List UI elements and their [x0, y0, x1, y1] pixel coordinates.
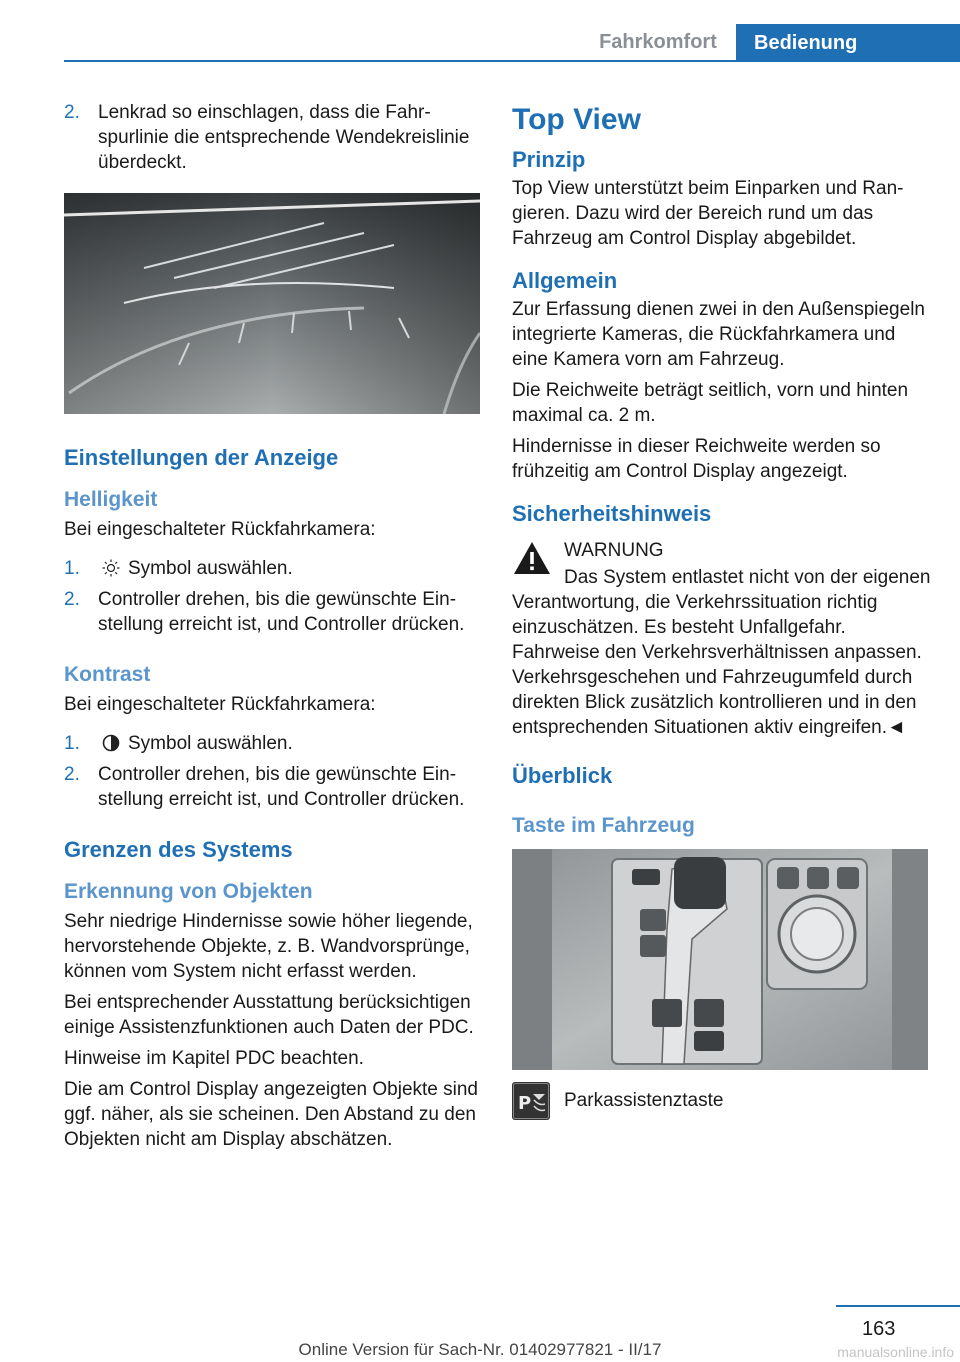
header-rule	[64, 60, 960, 62]
list-number: 2.	[64, 764, 80, 785]
right-column	[512, 100, 932, 1120]
footer-rule	[836, 1305, 960, 1307]
online-version-note: Online Version für Sach-Nr. 01402977821 - II/17	[298, 1340, 662, 1359]
list-number: 2.	[64, 589, 80, 610]
watermark: manualsonline.info	[837, 1344, 954, 1360]
svg-text:P: P	[518, 1093, 532, 1114]
paragraph: Die am Control Display angezeigten Objekte sind ggf. näher, als sie scheinen. Den Abstand zu den Objekten nicht am Display abschätzen.	[64, 1079, 478, 1150]
heading-einstellungen-anzeige: Einstellungen der Anzeige	[64, 445, 339, 470]
rear-camera-display-photo	[64, 193, 480, 414]
heading-taste-im-fahrzeug: Taste im Fahrzeug	[512, 814, 695, 837]
paragraph: Die Reichweite beträgt seitlich, vorn und hinten maximal ca. 2 m.	[512, 380, 909, 426]
list-item	[64, 731, 482, 756]
list-text: Lenkrad so einschlagen, dass die Fahrspurlinie die entsprechende Wendekreislinie überdeckt.	[98, 102, 470, 173]
park-assist-button-label: Parkassistenztaste	[564, 1090, 724, 1111]
paragraph: Hindernisse in dieser Reichweite werden so frühzeitig am Control Display angezeigt.	[512, 436, 881, 482]
paragraph: Zur Erfassung dienen zwei in den Außenspiegeln integrierte Kameras, die Rückfahrkamera und eine Kamera vorn am Fahrzeug.	[512, 299, 925, 370]
heading-allgemein: Allgemein	[512, 268, 618, 293]
park-assist-button-row	[512, 1082, 932, 1120]
warning-box	[512, 538, 932, 740]
header-tab-chapter: Fahrkomfort	[599, 31, 717, 53]
brightness-icon	[102, 559, 120, 577]
paragraph: Top View unterstützt beim Einparken und Rangieren. Dazu wird der Bereich rund um das Fahrzeug am Control Display abgebildet.	[512, 178, 904, 249]
warning-title: WARNUNG	[564, 540, 664, 561]
heading-kontrast: Kontrast	[64, 663, 151, 686]
list-item	[64, 587, 482, 637]
list-text: Symbol auswählen.	[128, 733, 293, 754]
helligkeit-intro: Bei eingeschalteter Rückfahrkamera:	[64, 519, 376, 540]
list-item	[64, 100, 482, 175]
heading-erkennung-von-objekten: Erkennung von Objekten	[64, 880, 313, 903]
kontrast-intro: Bei eingeschalteter Rückfahrkamera:	[64, 694, 376, 715]
contrast-icon	[102, 734, 120, 752]
header-tab-section: Bedienung	[736, 24, 960, 62]
park-assist-button-icon	[512, 1082, 550, 1120]
list-text: Controller drehen, bis die gewünschte Einstellung erreicht ist, und Controller drücken.	[98, 589, 465, 635]
paragraph: Hinweise im Kapitel PDC beachten.	[64, 1048, 364, 1069]
center-console-photo	[512, 849, 928, 1070]
heading-grenzen-des-systems: Grenzen des Systems	[64, 837, 293, 862]
list-text: Controller drehen, bis die gewünschte Einstellung erreicht ist, und Controller drücken.	[98, 764, 465, 810]
heading-helligkeit: Helligkeit	[64, 488, 158, 511]
warning-icon	[512, 540, 552, 576]
list-text: Symbol auswählen.	[128, 558, 293, 579]
list-number: 1.	[64, 558, 80, 579]
page-number: 163	[862, 1318, 896, 1340]
left-column	[64, 100, 482, 1158]
list-item	[64, 556, 482, 581]
heading-ueberblick: Überblick	[512, 763, 613, 788]
list-number: 1.	[64, 733, 80, 754]
heading-sicherheitshinweis: Sicherheitshinweis	[512, 501, 712, 526]
paragraph: Sehr niedrige Hindernisse sowie höher liegende, hervorstehende Objekte, z. B. Wandvorsprünge, können vom System nicht erfasst werden.	[64, 911, 473, 982]
heading-prinzip: Prinzip	[512, 147, 586, 172]
list-number: 2.	[64, 102, 80, 123]
warning-text	[512, 565, 932, 740]
warning-text-content: Das System entlastet nicht von der eigenen Verantwortung, die Verkehrssituation richtig einzuschätzen. Es besteht Unfallgefahr. Fahrweise den Verkehrsverhältnissen anpassen. Verkehrsgeschehen und Fahrzeugumfeld durch direkten Blick zusätzlich kontrollieren und in den entsprechenden Situationen aktiv eingreifen.◄	[512, 567, 931, 738]
list-item	[64, 762, 482, 812]
paragraph: Bei entsprechender Ausstattung berücksichtigen einige Assistenzfunktionen auch Daten der PDC.	[64, 992, 474, 1038]
heading-top-view: Top View	[512, 103, 641, 136]
